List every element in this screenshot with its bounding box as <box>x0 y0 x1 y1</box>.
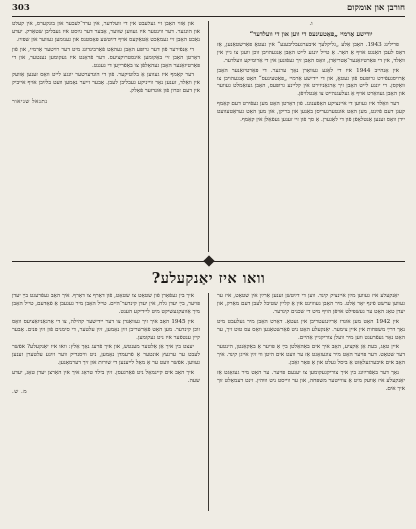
paragraph: פרילינג 1943. האָבן אַלע „גליקלעך איבערגעבליבענע“ אין געטאָ פאַרשטאַנען, אַז דאָס לעבן האַנגט אויף אַ האָר. אַ טייל יונגע לייט האָבן אָנגעהויבן זוכן וועגן צו גיין אין וואַלד, אין די פּאַרטיזאַנער־אָטריאַדן, וואָס האָבן זיך געפֿונען אין די אַרומיקע וועלדער. <box>217 41 405 64</box>
upper-article-block <box>12 21 405 252</box>
paragraph: דער וואַלד איז געווען די איינציקע האָפֿענונג. פֿון דאָרטן האָט מען געפֿירט דעם קאַמף קעגן דעם פֿײַנט, מען האָט אונטערגעריסן באַנען און בריקן, און מען האָט געראַטעוועט יידן וואָס זענען אַנטלאָפֿן פֿון די לאַגערן. אַ סך פֿון זיי זענען געפֿאַלן אין קאַמף. <box>217 101 405 124</box>
column-divider <box>208 21 209 252</box>
lower-right-column <box>217 293 405 511</box>
paragraph: איך האָב אים קיינמאָל ניט פֿאַרגעסן. זײַן בילד טראָג איך אין האַרצן יעדן טאָג, יעדע שעה. <box>12 370 200 385</box>
paragraph: אין אָנהייב 1944 איז די לאַגע געוואָרן נאָך ערגער. די פּאַרטיזאַנער האָבן אַרויסגעפֿירט גרופּעס פֿון געטאָ, און די יידישע אַרמיי „פאַטעינעס“ האָט אָנגעהויבן צו וואַקסן. די יונגע לייט האָבן זיך אָרגאַניזירט אין קליינע גרופּעס, האָבן געזאַמלט געווער און האָבן געוואַרט אויף אַ געלעגנהייט צו אַנטלויפֿן. <box>217 67 405 98</box>
lower-left-column <box>12 293 200 511</box>
running-title: חורבן און אומקום <box>346 3 405 13</box>
paragraph: אין 1945 האָב איך זיך געוואַנדן צו דער יידישער קהילה, צו די אָרגאַניזאַציעס וואָס זוכן קינדער. מען האָט פֿאַרשריבן זײַן נאָמען, זײַן עלטער, די סימנים פֿון זײַן פּנים. אָבער קיין ענטפֿער איז ניט געקומען. <box>12 318 200 341</box>
section-title: יודישע אַרמיי „פאַטעינעס די ווען און די וועלדער“ <box>249 30 373 38</box>
page-number: 303 <box>12 3 30 13</box>
paragraph: דער קאַמף איז געווען אַ בלוטיקער. פֿון די הונדערטער יונגע לייט וואָס זענען אַוועק אין וואַלד, זענען נאָר ווייניקע געבליבן לעבן. אָבער זייער נאָמען וועט בלײַבן אויף אייביק אין דעם זכּרון פֿון אונדזער פֿאָלק. <box>12 72 200 95</box>
diamond-ornament-icon <box>203 255 214 266</box>
paragraph: איך בין געפֿאָרן פֿון שטאָט צו שטאָט, פֿון דאָרף צו דאָרף. איך האָב געפֿרעגט בײַ יעדן פּויער, בײַ יעדן גלח, אין יעדן קינדער־היים. טייל האָבן מיר געגעבן אַ פֿאָדעם, טייל האָבן מיך אַוועקגעשיקט מיט ליידיקע הענט. <box>12 293 200 315</box>
paragraph: אין 1942 האָט מען אונדז אַרײַנגעטריבן אין געטאָ. דאָרט האָבן מיר געלעבט מיט נאָך דרײַ משפּחות אין איין צימער. יאַנקעלע האָט ניט פֿאַרשטאַנען וואָס עס טוט זיך, ער האָט נאָר געפֿרעגט ווען מיר וועלן צוריקגיין אַהיים. <box>217 318 405 341</box>
ornament-separator <box>12 256 405 266</box>
upper-right-column <box>217 21 405 252</box>
upper-left-column <box>12 21 200 252</box>
paragraph: יעצט בין איך אַן אַלטער מענטש, און איך פֿרעג נאָך אַלץ: וואו איז יאַנקעלע? אפֿשר לעבט ער ערגעץ אונטער אַ פֿרעמדן נאָמען, ניט וויסנדיק ווער זײַנע עלטערן זענען געווען. אפֿשר וועט ער אַ מאָל לייענען די שורות און זיך דערמאָנען. <box>12 344 200 367</box>
paragraph: איין טאָג, בעת אַן אַקציע, האָב איך אים באַהאַלטן בײַ אַ פּויער אַ באַקאַנטן, הינטער דער שטאָט. דער פּויער האָט מיר צוגעזאָגט אַז ער וועט אים היטן ווי זײַן אייגן קינד. איך האָב אים איבערגעלאָזט אַ ביסל געלט און אַ פּאָר זאַכן. <box>217 344 405 367</box>
paragraph: יאַנקעלע איז געווען מײַן איינציק קינד. ווען די דײַטשן זענען אַרײַן אין שטאָט, איז ער געווען ערשט פֿינף יאָר אַלט. מיר האָבן געוווינט אין אַ קליין שטיבל לעבן דעם מאַרק, און יעדן טאָג האָט ער געשפּילט אויפֿן הויף מיט די שכנים קינדער. <box>217 293 405 315</box>
column-divider <box>208 293 209 511</box>
author-signature: מ. ש. <box>12 388 28 395</box>
article-title: וואו איז יאַנקעלע? <box>151 270 266 287</box>
running-head <box>12 2 405 17</box>
section-number: ו. <box>309 21 313 27</box>
paragraph: און אַזוי האָבן זיי געלעבט אין די וועלדער, אין ערד־לעכער און בונקערס, אין קעלט און הונגער. דער ווינטער איז געווען שווער, אָבער דער גײַסט איז געבליבן שטאַרק. יעדע נאַכט האָבן זיי געמאַכט אַטאַקעס אויף דײַטשע פּאָסטנס און גענומען געווער און שפּײַז. <box>12 21 200 43</box>
paragraph: נאָך דער באַפֿרײַונג בין איך צוריקגעקומען צו יענעם פּויער. ער האָט מיר געזאָגט אַז יאַנקעלע איז אַוועק מיט אַ צווייטער משפּחה, און ער ווייסט ניט וווּהין. זינט דעמאָלט זוך איך אים. <box>217 370 405 392</box>
author-signature: נתנאל שניאור <box>12 99 48 106</box>
lower-article-block <box>12 293 405 511</box>
paragraph: די אָנפֿירער פֿון דער גרופּע האָבן געהאַט פֿאַרבינדונג מיט דער רויטער אַרמיי, און פֿון דאָרטן האָבן זיי באַקומען אינסטרוקציעס. דער פֿראָנט איז געקומען נענטער, און די פּאַרטיזאַנער האָבן געהאָלפֿן צו באַפֿרייַען די געגנט. <box>12 46 200 69</box>
